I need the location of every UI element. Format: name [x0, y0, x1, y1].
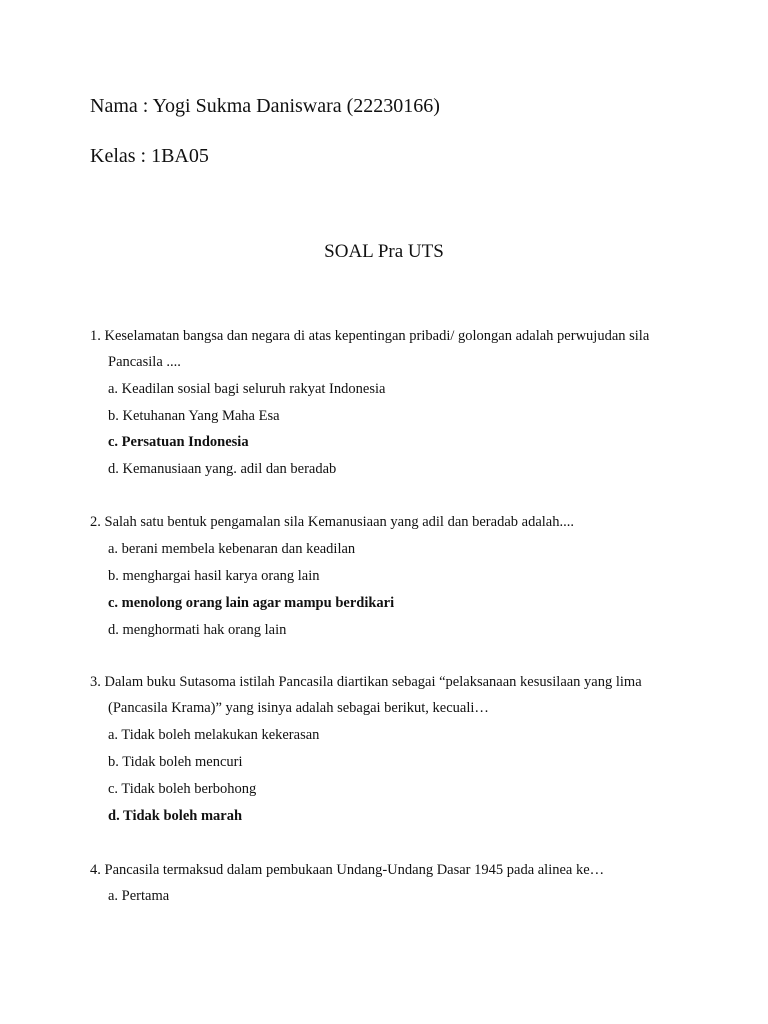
- question-1-option-d: d. Kemanusiaan yang. adil dan beradab: [108, 461, 337, 477]
- question-2-option-a: a. berani membela kebenaran dan keadilan: [108, 541, 356, 557]
- question-2-option-b: b. menghargai hasil karya orang lain: [108, 568, 320, 584]
- student-class-line: Kelas : 1BA05: [90, 145, 209, 167]
- page-title: SOAL Pra UTS: [324, 241, 444, 262]
- question-2-option-d: d. menghormati hak orang lain: [108, 622, 287, 638]
- question-2-option-c-answer: c. menolong orang lain agar mampu berdikari: [108, 595, 395, 611]
- question-4-text: 4. Pancasila termaksud dalam pembukaan Undang-Undang Dasar 1945 pada alinea ke…: [90, 862, 605, 878]
- question-1-option-a: a. Keadilan sosial bagi seluruh rakyat Indonesia: [108, 381, 386, 397]
- question-1-option-b: b. Ketuhanan Yang Maha Esa: [108, 408, 280, 424]
- question-3-option-a: a. Tidak boleh melakukan kekerasan: [108, 727, 320, 743]
- question-3-option-c: c. Tidak boleh berbohong: [108, 781, 257, 797]
- question-3-text-line-2: (Pancasila Krama)” yang isinya adalah sebagai berikut, kecuali…: [108, 700, 489, 716]
- question-1-text-line-2: Pancasila ....: [108, 354, 181, 370]
- question-1-text-line-1: 1. Keselamatan bangsa dan negara di atas kepentingan pribadi/ golongan adalah perwujudan sila: [90, 328, 650, 344]
- question-3-option-d-answer: d. Tidak boleh marah: [108, 808, 243, 824]
- question-4-option-a: a. Pertama: [108, 888, 170, 904]
- question-2-text: 2. Salah satu bentuk pengamalan sila Kemanusiaan yang adil dan beradab adalah....: [90, 514, 574, 530]
- student-name-line: Nama : Yogi Sukma Daniswara (22230166): [90, 95, 440, 117]
- question-1-option-c-answer: c. Persatuan Indonesia: [108, 434, 249, 450]
- question-3-text-line-1: 3. Dalam buku Sutasoma istilah Pancasila diartikan sebagai “pelaksanaan kesusilaan yang lima: [90, 674, 642, 690]
- question-3-option-b: b. Tidak boleh mencuri: [108, 754, 243, 770]
